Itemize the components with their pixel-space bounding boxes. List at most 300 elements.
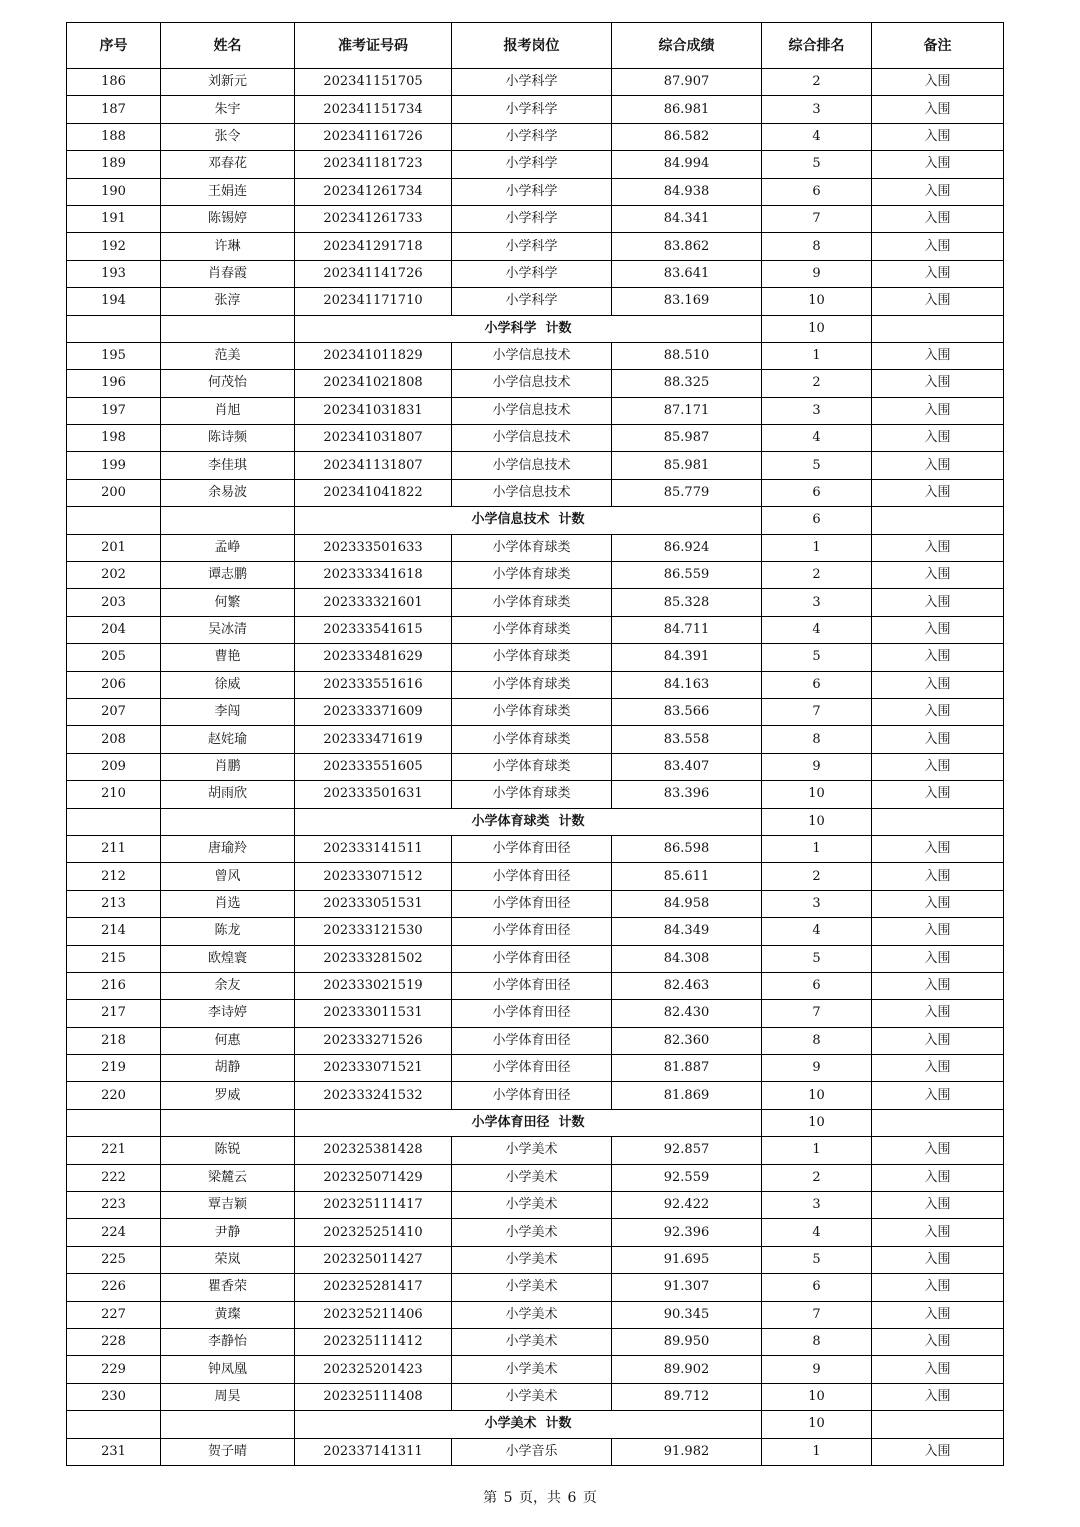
cell-seq: 200 xyxy=(67,479,161,506)
subtotal-empty xyxy=(67,315,161,342)
cell-score: 85.779 xyxy=(612,479,762,506)
table-row xyxy=(67,1164,1004,1191)
cell-ticket: 202337141311 xyxy=(295,1438,452,1465)
cell-note: 入围 xyxy=(872,342,1004,369)
cell-note: 入围 xyxy=(872,753,1004,780)
cell-rank: 7 xyxy=(762,1000,872,1027)
table-row xyxy=(67,1246,1004,1273)
table-row xyxy=(67,370,1004,397)
table-row xyxy=(67,178,1004,205)
cell-score: 84.958 xyxy=(612,890,762,917)
cell-ticket: 202333471619 xyxy=(295,726,452,753)
table-row xyxy=(67,233,1004,260)
cell-note: 入围 xyxy=(872,698,1004,725)
cell-seq: 220 xyxy=(67,1082,161,1109)
cell-score: 85.981 xyxy=(612,452,762,479)
cell-seq: 216 xyxy=(67,972,161,999)
cell-position: 小学信息技术 xyxy=(452,370,612,397)
cell-seq: 210 xyxy=(67,781,161,808)
table-row xyxy=(67,753,1004,780)
cell-note: 入围 xyxy=(872,288,1004,315)
cell-position: 小学美术 xyxy=(452,1356,612,1383)
cell-score: 86.981 xyxy=(612,96,762,123)
cell-position: 小学体育田径 xyxy=(452,890,612,917)
table-row xyxy=(67,918,1004,945)
table-row xyxy=(67,616,1004,643)
cell-rank: 8 xyxy=(762,1027,872,1054)
cell-rank: 7 xyxy=(762,1301,872,1328)
cell-position: 小学体育球类 xyxy=(452,781,612,808)
footer-mid: 页，共 xyxy=(519,1490,561,1506)
cell-note: 入围 xyxy=(872,151,1004,178)
cell-note: 入围 xyxy=(872,96,1004,123)
cell-name: 荣岚 xyxy=(161,1246,295,1273)
subtotal-empty xyxy=(872,507,1004,534)
cell-position: 小学体育球类 xyxy=(452,726,612,753)
cell-note: 入围 xyxy=(872,479,1004,506)
cell-position: 小学体育田径 xyxy=(452,1027,612,1054)
table-row xyxy=(67,1055,1004,1082)
cell-position: 小学体育田径 xyxy=(452,972,612,999)
cell-note: 入围 xyxy=(872,205,1004,232)
subtotal-empty xyxy=(161,1411,295,1438)
subtotal-empty xyxy=(872,1109,1004,1136)
cell-note: 入围 xyxy=(872,69,1004,96)
cell-name: 曾风 xyxy=(161,863,295,890)
cell-position: 小学科学 xyxy=(452,260,612,287)
cell-note: 入围 xyxy=(872,671,1004,698)
cell-ticket: 202341261733 xyxy=(295,205,452,232)
cell-seq: 206 xyxy=(67,671,161,698)
results-table xyxy=(66,22,1004,1466)
header-note: 备注 xyxy=(872,23,1004,69)
cell-seq: 207 xyxy=(67,698,161,725)
cell-name: 梁麓云 xyxy=(161,1164,295,1191)
cell-rank: 6 xyxy=(762,479,872,506)
cell-seq: 195 xyxy=(67,342,161,369)
subtotal-count: 10 xyxy=(762,808,872,835)
subtotal-count: 10 xyxy=(762,1109,872,1136)
cell-seq: 198 xyxy=(67,425,161,452)
cell-rank: 3 xyxy=(762,397,872,424)
cell-rank: 1 xyxy=(762,1438,872,1465)
cell-rank: 3 xyxy=(762,1192,872,1219)
cell-score: 83.396 xyxy=(612,781,762,808)
subtotal-empty xyxy=(161,808,295,835)
cell-note: 入围 xyxy=(872,644,1004,671)
cell-ticket: 202325111408 xyxy=(295,1383,452,1410)
cell-rank: 2 xyxy=(762,1164,872,1191)
cell-position: 小学美术 xyxy=(452,1246,612,1273)
cell-rank: 4 xyxy=(762,918,872,945)
cell-position: 小学美术 xyxy=(452,1301,612,1328)
cell-rank: 1 xyxy=(762,342,872,369)
cell-score: 92.422 xyxy=(612,1192,762,1219)
table-row xyxy=(67,425,1004,452)
cell-name: 徐威 xyxy=(161,671,295,698)
subtotal-empty xyxy=(872,1411,1004,1438)
cell-note: 入围 xyxy=(872,534,1004,561)
cell-seq: 190 xyxy=(67,178,161,205)
cell-position: 小学体育田径 xyxy=(452,945,612,972)
cell-position: 小学体育田径 xyxy=(452,1000,612,1027)
cell-name: 陈龙 xyxy=(161,918,295,945)
cell-seq: 194 xyxy=(67,288,161,315)
table-row xyxy=(67,69,1004,96)
cell-rank: 3 xyxy=(762,96,872,123)
table-row xyxy=(67,1328,1004,1355)
header-position: 报考岗位 xyxy=(452,23,612,69)
cell-rank: 8 xyxy=(762,233,872,260)
cell-seq: 208 xyxy=(67,726,161,753)
cell-note: 入围 xyxy=(872,178,1004,205)
cell-score: 87.907 xyxy=(612,69,762,96)
cell-score: 85.611 xyxy=(612,863,762,890)
cell-note: 入围 xyxy=(872,1027,1004,1054)
cell-rank: 5 xyxy=(762,1246,872,1273)
cell-ticket: 202333051531 xyxy=(295,890,452,917)
cell-seq: 212 xyxy=(67,863,161,890)
cell-ticket: 202325381428 xyxy=(295,1137,452,1164)
cell-position: 小学科学 xyxy=(452,178,612,205)
cell-rank: 4 xyxy=(762,123,872,150)
cell-position: 小学体育球类 xyxy=(452,698,612,725)
cell-name: 赵姹瑜 xyxy=(161,726,295,753)
cell-seq: 196 xyxy=(67,370,161,397)
cell-note: 入围 xyxy=(872,562,1004,589)
cell-rank: 6 xyxy=(762,671,872,698)
cell-name: 陈锐 xyxy=(161,1137,295,1164)
cell-seq: 214 xyxy=(67,918,161,945)
cell-ticket: 202325071429 xyxy=(295,1164,452,1191)
subtotal-empty xyxy=(67,1411,161,1438)
table-row xyxy=(67,397,1004,424)
header-rank: 综合排名 xyxy=(762,23,872,69)
cell-name: 朱宇 xyxy=(161,96,295,123)
cell-seq: 226 xyxy=(67,1274,161,1301)
cell-ticket: 202341041822 xyxy=(295,479,452,506)
cell-score: 84.163 xyxy=(612,671,762,698)
cell-position: 小学信息技术 xyxy=(452,479,612,506)
table-row xyxy=(67,151,1004,178)
cell-position: 小学美术 xyxy=(452,1274,612,1301)
cell-name: 李静怡 xyxy=(161,1328,295,1355)
cell-seq: 201 xyxy=(67,534,161,561)
cell-note: 入围 xyxy=(872,945,1004,972)
cell-note: 入围 xyxy=(872,589,1004,616)
cell-name: 范美 xyxy=(161,342,295,369)
cell-note: 入围 xyxy=(872,452,1004,479)
cell-note: 入围 xyxy=(872,1055,1004,1082)
cell-note: 入围 xyxy=(872,1328,1004,1355)
cell-score: 84.308 xyxy=(612,945,762,972)
cell-note: 入围 xyxy=(872,425,1004,452)
cell-rank: 5 xyxy=(762,452,872,479)
cell-rank: 4 xyxy=(762,616,872,643)
cell-score: 83.566 xyxy=(612,698,762,725)
cell-ticket: 202325281417 xyxy=(295,1274,452,1301)
cell-name: 钟凤凰 xyxy=(161,1356,295,1383)
subtotal-empty xyxy=(161,507,295,534)
cell-note: 入围 xyxy=(872,1219,1004,1246)
cell-position: 小学美术 xyxy=(452,1383,612,1410)
cell-score: 83.407 xyxy=(612,753,762,780)
cell-seq: 205 xyxy=(67,644,161,671)
subtotal-count: 6 xyxy=(762,507,872,534)
cell-ticket: 202325011427 xyxy=(295,1246,452,1273)
cell-seq: 188 xyxy=(67,123,161,150)
cell-note: 入围 xyxy=(872,1274,1004,1301)
table-row xyxy=(67,562,1004,589)
subtotal-row xyxy=(67,1411,1004,1438)
table-row xyxy=(67,205,1004,232)
header-ticket: 准考证号码 xyxy=(295,23,452,69)
cell-seq: 209 xyxy=(67,753,161,780)
cell-score: 86.924 xyxy=(612,534,762,561)
cell-note: 入围 xyxy=(872,233,1004,260)
cell-position: 小学美术 xyxy=(452,1219,612,1246)
cell-score: 81.887 xyxy=(612,1055,762,1082)
cell-name: 肖旭 xyxy=(161,397,295,424)
cell-position: 小学科学 xyxy=(452,233,612,260)
footer-total: 6 xyxy=(567,1490,577,1506)
table-row xyxy=(67,972,1004,999)
cell-rank: 5 xyxy=(762,644,872,671)
cell-score: 88.325 xyxy=(612,370,762,397)
cell-position: 小学美术 xyxy=(452,1328,612,1355)
cell-note: 入围 xyxy=(872,726,1004,753)
cell-name: 周昊 xyxy=(161,1383,295,1410)
cell-position: 小学体育田径 xyxy=(452,918,612,945)
cell-seq: 211 xyxy=(67,835,161,862)
cell-ticket: 202333321601 xyxy=(295,589,452,616)
table-row xyxy=(67,534,1004,561)
cell-position: 小学体育田径 xyxy=(452,835,612,862)
cell-name: 曹艳 xyxy=(161,644,295,671)
cell-name: 李闯 xyxy=(161,698,295,725)
table-row xyxy=(67,1383,1004,1410)
cell-seq: 191 xyxy=(67,205,161,232)
cell-name: 孟峥 xyxy=(161,534,295,561)
cell-score: 92.857 xyxy=(612,1137,762,1164)
table-row xyxy=(67,890,1004,917)
cell-rank: 2 xyxy=(762,69,872,96)
cell-rank: 3 xyxy=(762,589,872,616)
cell-ticket: 202341151705 xyxy=(295,69,452,96)
table-row xyxy=(67,123,1004,150)
table-row xyxy=(67,479,1004,506)
cell-position: 小学科学 xyxy=(452,69,612,96)
cell-position: 小学体育球类 xyxy=(452,534,612,561)
cell-position: 小学体育球类 xyxy=(452,753,612,780)
table-body xyxy=(67,69,1004,1466)
cell-ticket: 202333551616 xyxy=(295,671,452,698)
cell-ticket: 202341181723 xyxy=(295,151,452,178)
table-row xyxy=(67,671,1004,698)
cell-ticket: 202341171710 xyxy=(295,288,452,315)
cell-position: 小学信息技术 xyxy=(452,452,612,479)
cell-seq: 203 xyxy=(67,589,161,616)
table-row xyxy=(67,1027,1004,1054)
cell-rank: 7 xyxy=(762,205,872,232)
cell-ticket: 202333501633 xyxy=(295,534,452,561)
cell-score: 92.559 xyxy=(612,1164,762,1191)
table-row xyxy=(67,589,1004,616)
cell-note: 入围 xyxy=(872,890,1004,917)
cell-score: 85.328 xyxy=(612,589,762,616)
cell-score: 83.558 xyxy=(612,726,762,753)
header-seq: 序号 xyxy=(67,23,161,69)
cell-score: 84.341 xyxy=(612,205,762,232)
cell-ticket: 202333141511 xyxy=(295,835,452,862)
cell-seq: 223 xyxy=(67,1192,161,1219)
cell-note: 入围 xyxy=(872,1301,1004,1328)
cell-seq: 192 xyxy=(67,233,161,260)
cell-rank: 10 xyxy=(762,1082,872,1109)
cell-ticket: 202325211406 xyxy=(295,1301,452,1328)
cell-score: 88.510 xyxy=(612,342,762,369)
cell-ticket: 202333501631 xyxy=(295,781,452,808)
cell-name: 肖选 xyxy=(161,890,295,917)
table-row xyxy=(67,1438,1004,1465)
cell-position: 小学体育田径 xyxy=(452,1055,612,1082)
cell-position: 小学体育田径 xyxy=(452,863,612,890)
table-row xyxy=(67,1356,1004,1383)
table-row xyxy=(67,1219,1004,1246)
cell-note: 入围 xyxy=(872,370,1004,397)
cell-position: 小学体育球类 xyxy=(452,562,612,589)
cell-rank: 1 xyxy=(762,1137,872,1164)
cell-position: 小学信息技术 xyxy=(452,397,612,424)
cell-ticket: 202333011531 xyxy=(295,1000,452,1027)
cell-rank: 10 xyxy=(762,781,872,808)
cell-score: 89.902 xyxy=(612,1356,762,1383)
table-row xyxy=(67,1192,1004,1219)
cell-note: 入围 xyxy=(872,918,1004,945)
cell-position: 小学科学 xyxy=(452,205,612,232)
cell-ticket: 202333071521 xyxy=(295,1055,452,1082)
cell-score: 82.430 xyxy=(612,1000,762,1027)
cell-rank: 6 xyxy=(762,972,872,999)
cell-position: 小学信息技术 xyxy=(452,342,612,369)
cell-position: 小学体育球类 xyxy=(452,671,612,698)
table-row xyxy=(67,698,1004,725)
cell-rank: 3 xyxy=(762,890,872,917)
cell-rank: 8 xyxy=(762,1328,872,1355)
cell-name: 张淳 xyxy=(161,288,295,315)
cell-rank: 7 xyxy=(762,698,872,725)
subtotal-row xyxy=(67,808,1004,835)
cell-score: 82.360 xyxy=(612,1027,762,1054)
table-row xyxy=(67,1000,1004,1027)
cell-seq: 199 xyxy=(67,452,161,479)
cell-note: 入围 xyxy=(872,781,1004,808)
page-footer xyxy=(0,1487,1080,1507)
cell-score: 85.987 xyxy=(612,425,762,452)
table-row xyxy=(67,726,1004,753)
cell-seq: 221 xyxy=(67,1137,161,1164)
cell-note: 入围 xyxy=(872,863,1004,890)
cell-position: 小学体育田径 xyxy=(452,1082,612,1109)
cell-ticket: 202325201423 xyxy=(295,1356,452,1383)
cell-note: 入围 xyxy=(872,1082,1004,1109)
cell-ticket: 202341031831 xyxy=(295,397,452,424)
cell-name: 李诗婷 xyxy=(161,1000,295,1027)
cell-ticket: 202341021808 xyxy=(295,370,452,397)
cell-ticket: 202333371609 xyxy=(295,698,452,725)
subtotal-row xyxy=(67,507,1004,534)
cell-name: 瞿香荣 xyxy=(161,1274,295,1301)
cell-rank: 1 xyxy=(762,835,872,862)
cell-seq: 224 xyxy=(67,1219,161,1246)
cell-position: 小学科学 xyxy=(452,123,612,150)
cell-position: 小学科学 xyxy=(452,288,612,315)
cell-score: 86.598 xyxy=(612,835,762,862)
cell-score: 91.982 xyxy=(612,1438,762,1465)
cell-score: 83.169 xyxy=(612,288,762,315)
table-row xyxy=(67,96,1004,123)
subtotal-count: 10 xyxy=(762,1411,872,1438)
cell-rank: 9 xyxy=(762,260,872,287)
cell-name: 谭志鹏 xyxy=(161,562,295,589)
cell-score: 90.345 xyxy=(612,1301,762,1328)
cell-score: 89.712 xyxy=(612,1383,762,1410)
cell-ticket: 202341161726 xyxy=(295,123,452,150)
subtotal-empty xyxy=(67,808,161,835)
cell-seq: 230 xyxy=(67,1383,161,1410)
cell-score: 84.391 xyxy=(612,644,762,671)
cell-name: 何繁 xyxy=(161,589,295,616)
cell-seq: 219 xyxy=(67,1055,161,1082)
cell-score: 91.307 xyxy=(612,1274,762,1301)
subtotal-label: 小学科学 计数 xyxy=(295,315,762,342)
cell-rank: 10 xyxy=(762,288,872,315)
cell-position: 小学美术 xyxy=(452,1164,612,1191)
cell-rank: 2 xyxy=(762,562,872,589)
footer-prefix: 第 xyxy=(483,1490,498,1506)
table-row xyxy=(67,945,1004,972)
header-name: 姓名 xyxy=(161,23,295,69)
cell-ticket: 202341261734 xyxy=(295,178,452,205)
cell-name: 陈锡婷 xyxy=(161,205,295,232)
cell-seq: 193 xyxy=(67,260,161,287)
cell-ticket: 202333241532 xyxy=(295,1082,452,1109)
cell-rank: 5 xyxy=(762,945,872,972)
cell-rank: 2 xyxy=(762,863,872,890)
subtotal-empty xyxy=(872,808,1004,835)
cell-name: 李佳琪 xyxy=(161,452,295,479)
table-row xyxy=(67,452,1004,479)
cell-rank: 2 xyxy=(762,370,872,397)
cell-score: 91.695 xyxy=(612,1246,762,1273)
cell-score: 87.171 xyxy=(612,397,762,424)
cell-seq: 229 xyxy=(67,1356,161,1383)
cell-name: 贺子晴 xyxy=(161,1438,295,1465)
cell-name: 唐瑜羚 xyxy=(161,835,295,862)
cell-rank: 1 xyxy=(762,534,872,561)
cell-seq: 189 xyxy=(67,151,161,178)
cell-note: 入围 xyxy=(872,1000,1004,1027)
cell-score: 81.869 xyxy=(612,1082,762,1109)
cell-score: 92.396 xyxy=(612,1219,762,1246)
cell-ticket: 202333071512 xyxy=(295,863,452,890)
cell-rank: 9 xyxy=(762,753,872,780)
header-score: 综合成绩 xyxy=(612,23,762,69)
cell-seq: 213 xyxy=(67,890,161,917)
subtotal-count: 10 xyxy=(762,315,872,342)
cell-name: 欧煌寰 xyxy=(161,945,295,972)
cell-name: 覃吉颖 xyxy=(161,1192,295,1219)
